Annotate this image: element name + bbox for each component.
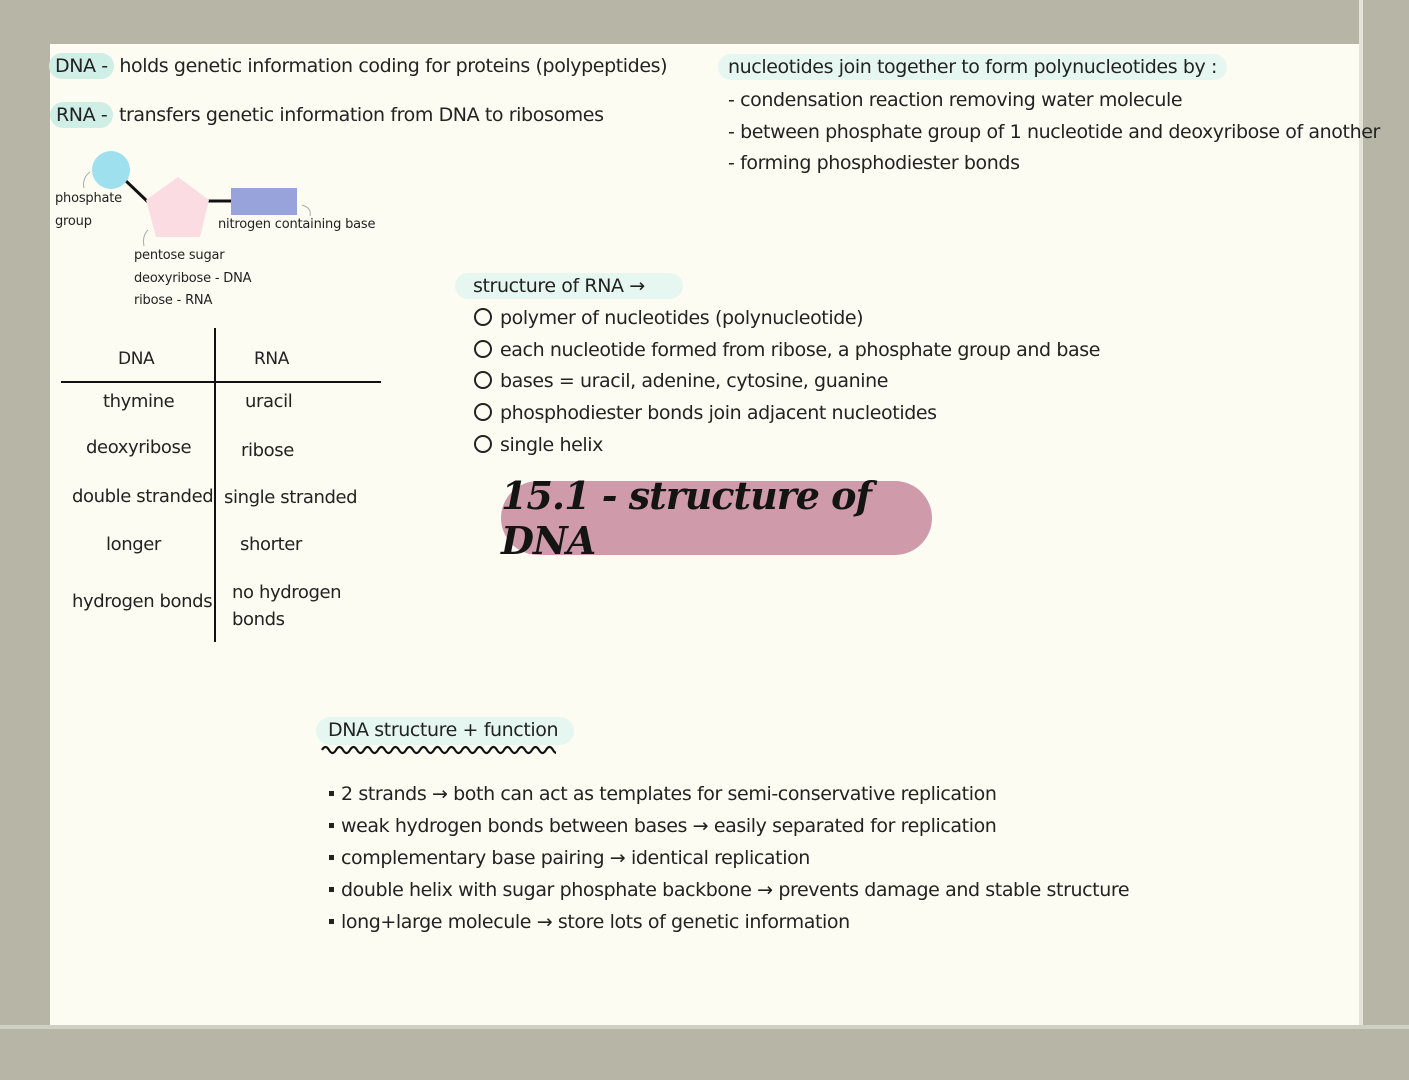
square-bullet-icon (329, 823, 334, 828)
dna-structure-heading (316, 719, 574, 741)
square-bullet-icon (329, 855, 334, 860)
pentose-sugar-shape (146, 177, 209, 237)
circle-bullet-icon (474, 403, 492, 421)
polynucleotide-point: - condensation reaction removing water molecule (728, 89, 1183, 111)
table-cell: single stranded (224, 487, 358, 508)
polynucleotide-point: - between phosphate group of 1 nucleotide and deoxyribose of another (728, 121, 1380, 143)
dna-term: DNA - (49, 53, 114, 79)
circle-bullet-icon (474, 371, 492, 389)
page-title-pill (501, 473, 932, 563)
table-header-rna: RNA (254, 349, 289, 369)
polynucleotide-point: - forming phosphodiester bonds (728, 152, 1020, 174)
sugar-label: pentose sugar (134, 248, 225, 263)
dna-point: long+large molecule → store lots of genetic information (329, 911, 850, 933)
phosphate-label: phosphate (55, 191, 122, 206)
wavy-underline (320, 743, 556, 757)
sugar-label-rna: ribose - RNA (134, 293, 213, 308)
sugar-label-dna: deoxyribose - DNA (134, 271, 252, 286)
dna-point: double helix with sugar phosphate backbone → prevents damage and stable structure (329, 879, 1129, 901)
nitrogen-base-shape (231, 188, 297, 215)
dna-point: complementary base pairing → identical replication (329, 847, 810, 869)
rna-point: phosphodiester bonds join adjacent nucleotides (474, 402, 937, 424)
phosphate-sugar-bond (125, 180, 148, 202)
rna-structure-heading (455, 275, 683, 297)
circle-bullet-icon (474, 340, 492, 358)
sugar-arrow (144, 230, 149, 246)
base-arrow (302, 205, 310, 216)
page-title: 15.1 - structure of DNA (501, 473, 871, 563)
square-bullet-icon (329, 919, 334, 924)
base-label: nitrogen containing base (218, 217, 376, 232)
table-divider-horizontal (61, 381, 381, 383)
rna-point: polymer of nucleotides (polynucleotide) (474, 307, 863, 329)
dna-definition (49, 55, 667, 77)
table-cell: longer (106, 534, 161, 555)
table-cell: shorter (240, 534, 302, 555)
square-bullet-icon (329, 887, 334, 892)
table-cell: no hydrogen (232, 582, 342, 603)
dna-structure-heading-text: DNA structure + function (316, 717, 574, 745)
rna-definition (50, 104, 604, 126)
table-cell: uracil (245, 391, 293, 412)
page-edge (1359, 0, 1363, 1025)
table-cell: hydrogen bonds (72, 591, 213, 612)
phosphate-label-2: group (55, 214, 92, 229)
dna-point: weak hydrogen bonds between bases → easily separated for replication (329, 815, 996, 837)
rna-point: single helix (474, 434, 603, 456)
rna-term: RNA - (50, 102, 113, 128)
phosphate-group-shape (92, 151, 130, 189)
table-header-dna: DNA (118, 349, 155, 369)
circle-bullet-icon (474, 308, 492, 326)
table-cell: ribose (241, 440, 294, 461)
rna-point: each nucleotide formed from ribose, a phosphate group and base (474, 339, 1100, 361)
table-cell: double stranded (72, 486, 214, 507)
rna-structure-heading-text: structure of RNA → (455, 273, 683, 299)
page-bottom-edge (0, 1025, 1409, 1029)
dna-definition-text: holds genetic information coding for proteins (polypeptides) (119, 55, 668, 77)
table-cell: bonds (232, 609, 285, 630)
rna-point: bases = uracil, adenine, cytosine, guanine (474, 370, 888, 392)
table-divider-vertical (214, 328, 216, 642)
table-cell: thymine (103, 391, 175, 412)
dna-point: 2 strands → both can act as templates for semi-conservative replication (329, 783, 996, 805)
polynucleotides-heading-text: nucleotides join together to form polynucleotides by : (718, 54, 1227, 80)
phosphate-arrow (84, 172, 90, 188)
polynucleotides-heading (718, 56, 1227, 78)
table-cell: deoxyribose (86, 437, 192, 458)
rna-definition-text: transfers genetic information from DNA to ribosomes (118, 104, 604, 126)
circle-bullet-icon (474, 435, 492, 453)
square-bullet-icon (329, 791, 334, 796)
